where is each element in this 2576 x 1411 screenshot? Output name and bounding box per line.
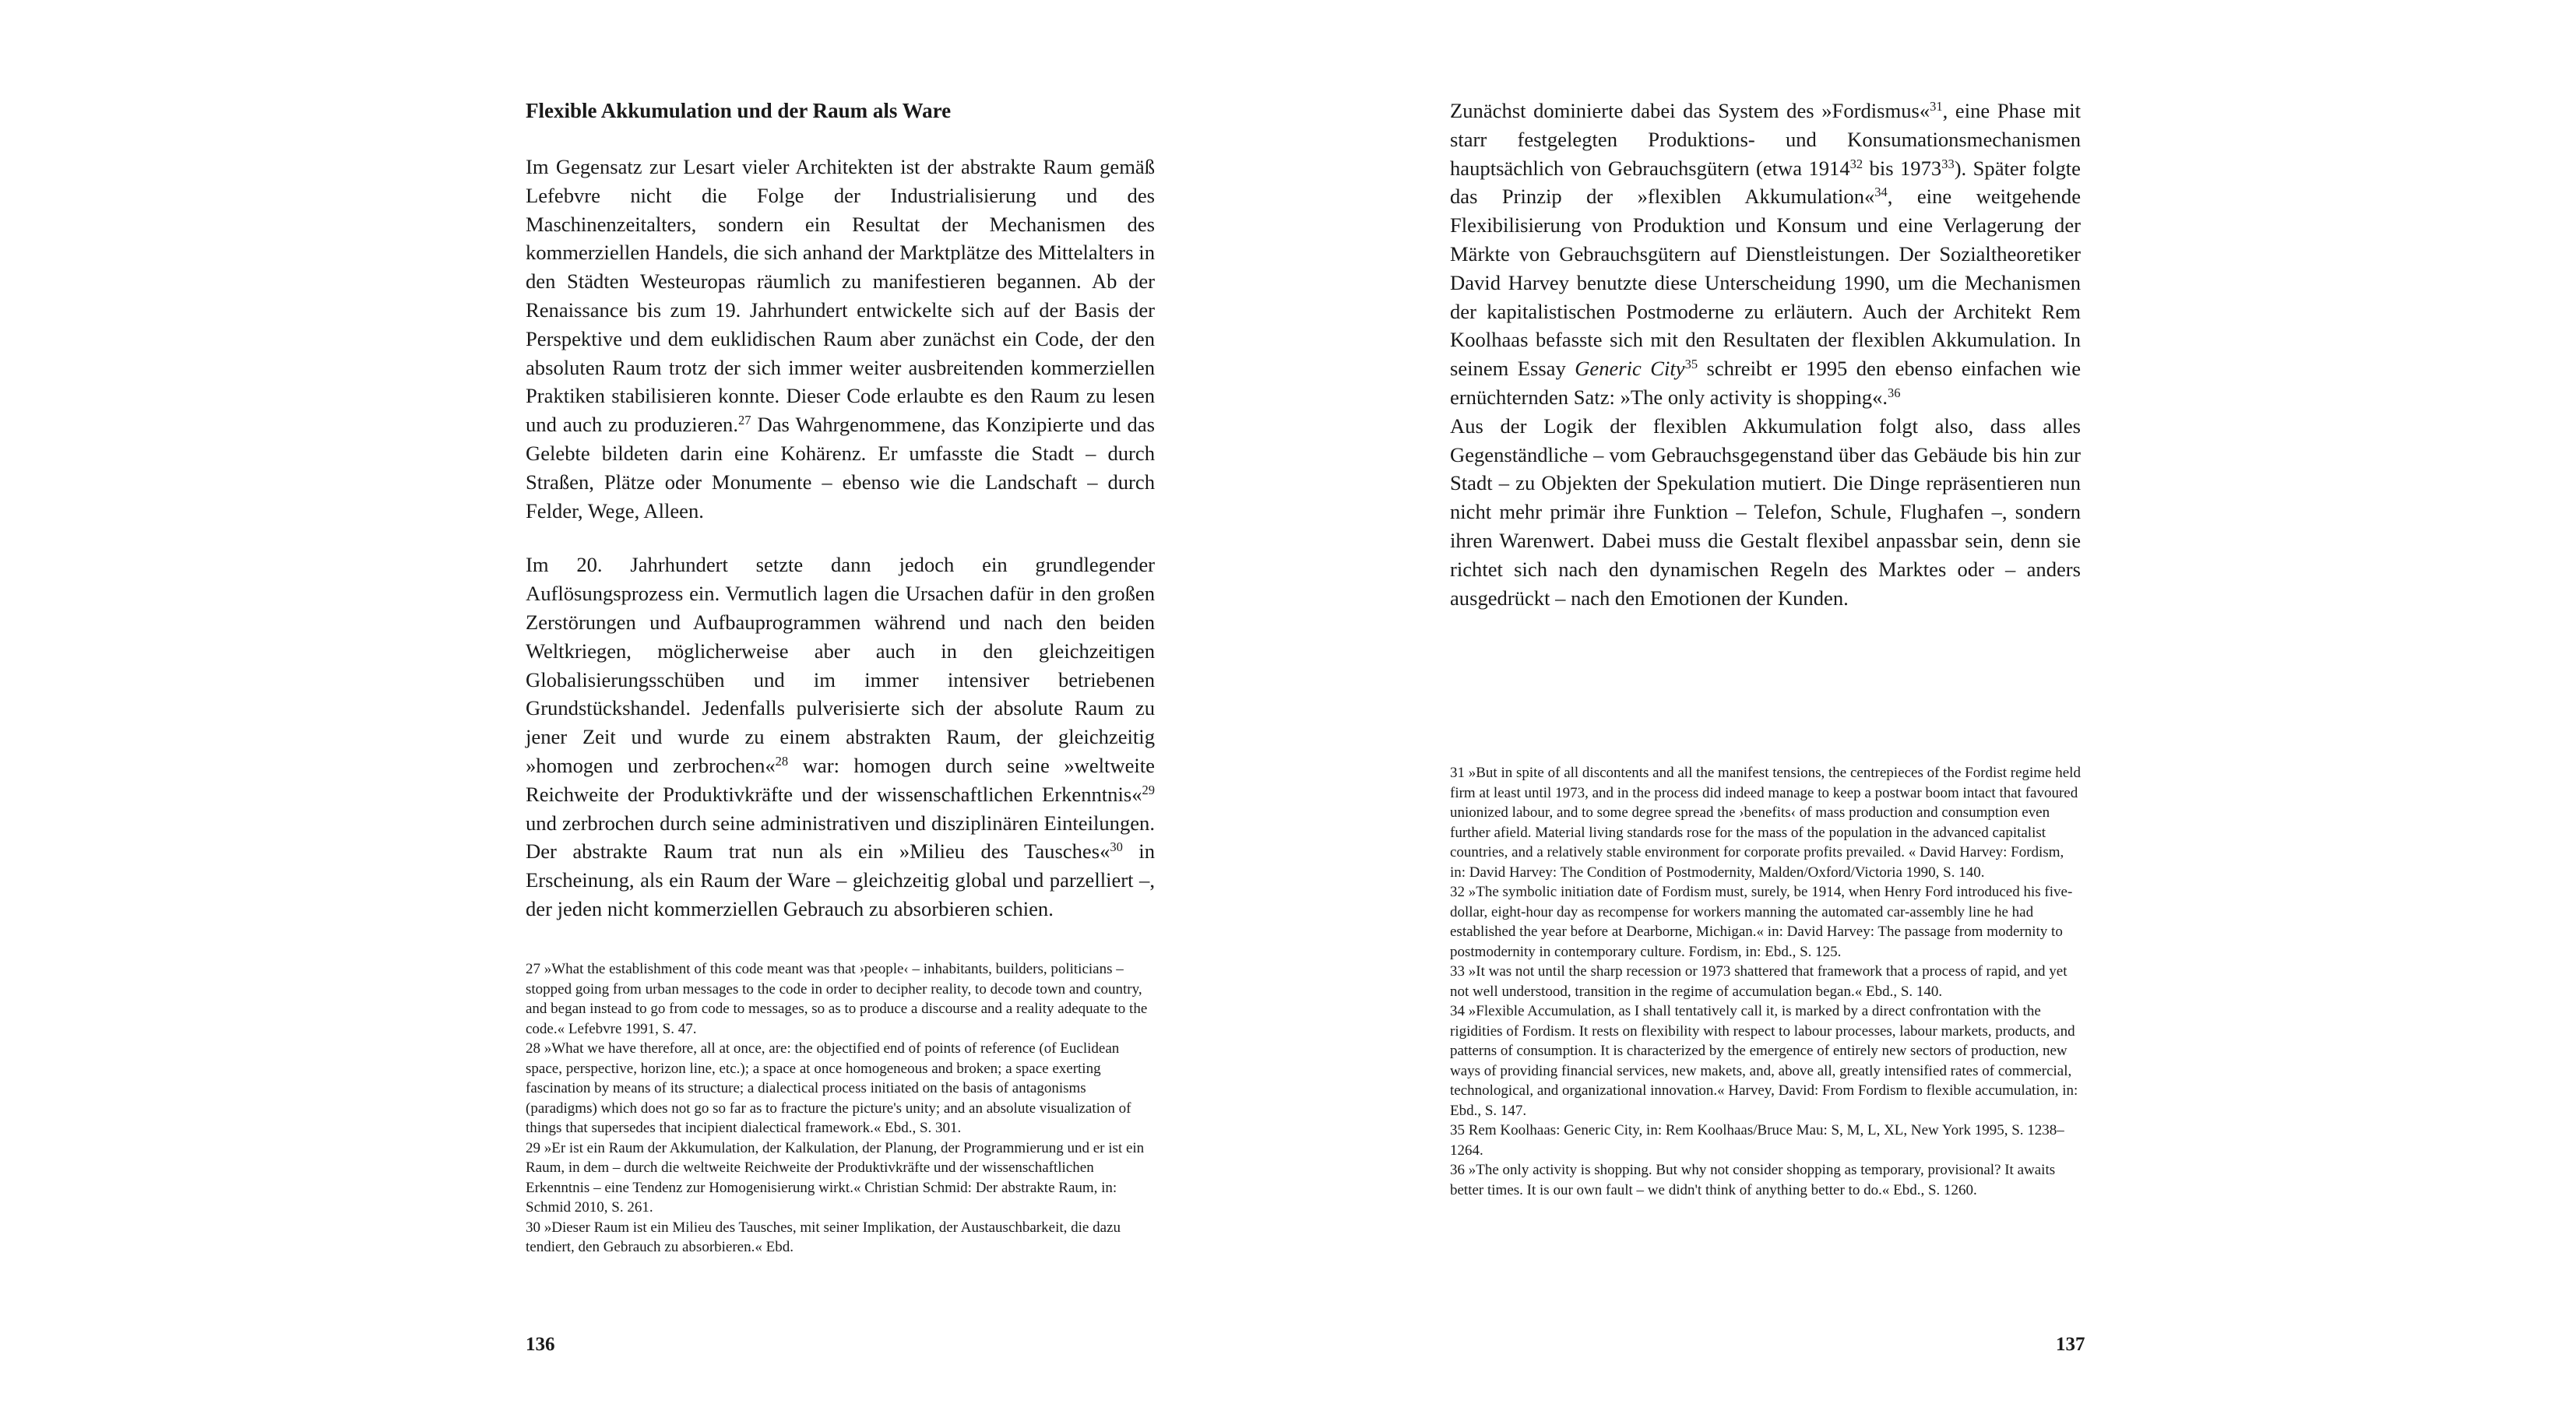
footnote-ref: 35 [1684, 357, 1698, 372]
text-run: Zunächst dominierte dabei das System des »Fordismus« [1450, 99, 1930, 122]
left-footnotes [526, 959, 1155, 1258]
right-footnotes [1450, 763, 2081, 1200]
text-run: ). Später folgte das Prinzip der »flexiblen Akkumulation« [1450, 156, 2081, 209]
footnote-36: 36 »The only activity is shopping. But why not consider shopping as temporary, provisional? It awaits better times. It is our own fault – we didn't think of anything better to do.« Ebd., S. 1260. [1450, 1162, 2056, 1198]
text-run: schreibt er 1995 den ebenso einfachen wie ernüchternden Satz: »The only activity is shopping«. [1450, 357, 2081, 409]
text-run: Das Wahrgenommene, das Konzipierte und das Gelebte bildeten darin eine Kohärenz. Er umfasste die Stadt – durch Straßen, Plätze oder Monumente – ebenso wie die Landschaft – durch Felder, Wege, Alleen. [526, 413, 1156, 523]
footnote-35: 35 Rem Koolhaas: Generic City, in: Rem Koolhaas/Bruce Mau: S, M, L, XL, New York 1995, S. 1238–1264. [1450, 1122, 2064, 1159]
footnote-ref: 30 [1110, 839, 1123, 855]
body-paragraph [526, 153, 1155, 525]
footnote-ref: 27 [737, 413, 751, 428]
footnote-27: 27 »What the establishment of this code meant was that ›people‹ – inhabitants, builders, politicians – stopped going from urban messages to the code in order to decipher reality, to decode town and country, and began instead to go from code to messages, so as to produce a discourse and a reality adequate to the code.« Lefebvre 1991, S. 47. [526, 961, 1148, 1037]
body-paragraph [1450, 97, 2081, 412]
text-run: und zerbrochen durch seine administrativen und disziplinären Einteilungen. Der abstrakte Raum trat nun als ein »Milieu des Tausches« [526, 811, 1155, 864]
footnote-33: 33 »It was not until the sharp recession or 1973 shattered that framework that a process of rapid, and yet not well understood, transition in the regime of accumulation began.« Ebd., S. 140. [1450, 963, 2067, 1000]
text-run: in Erscheinung, als ein Raum der Ware – gleichzeitig global und parzelliert –, der jeden nicht kommerziellen Gebrauch zu absorbieren schien. [526, 839, 1155, 920]
right-body-text [1450, 97, 2081, 612]
footnote-31: 31 »But in spite of all discontents and all the manifest tensions, the centrepieces of the Fordist regime held firm at least until 1973, and in the process did indeed manage to keep a postwar boom intact that favoured unionized labour, and to some degree spread the ›benefits‹ of mass production and consumption even further afield. Material living standards rose for the mass of the population in the advanced capitalist countries, and a relatively stable environment for corporate profits prevailed. « David Harvey: Fordism, in: David Harvey: The Condition of Postmodernity, Malden/Oxford/Victoria 1990, S. 140. [1450, 765, 2081, 881]
footnote-30: 30 »Dieser Raum ist ein Milieu des Tausches, mit seiner Implikation, der Austauschbarkeit, die dazu tendiert, den Gebrauch zu absorbieren.« Ebd. [526, 1219, 1121, 1255]
footnote-ref: 32 [1849, 156, 1863, 171]
footnote-ref: 33 [1941, 156, 1955, 171]
footnote-ref: 28 [775, 753, 789, 769]
text-run: bis 1973 [1863, 156, 1942, 180]
section-heading: Flexible Akkumulation und der Raum als Ware [526, 99, 952, 122]
body-paragraph [1450, 412, 2081, 613]
text-run: Im Gegensatz zur Lesart vieler Architekten ist der abstrakte Raum gemäß Lefebvre nicht die Folge der Industrialisierung und des Maschinenzeitalters, sondern ein Resultat der Mechanismen des kommerziellen Handels, die sich anhand der Marktplätze des Mittelalters in den Städten Westeuropas räumlich zu manifestieren begannen. Ab der Renaissance bis zum 19. Jahrhundert entwickelte sich auf der Basis der Perspektive und dem euklidischen Raum aber zunächst ein Code, der den absoluten Raum trotz der sich immer weiter ausbreitenden kommerziellen Praktiken stabilisieren konnte. Dieser Code erlaubte es den Raum zu lesen und auch zu produzieren. [526, 155, 1155, 437]
text-run: Aus der Logik der flexiblen Akkumulation folgt also, dass alles Gegenständliche – vom Gebrauchsgegenstand über das Gebäude bis hin zur Stadt – zu Objekten der Spekulation mutiert. Die Dinge repräsentieren nun nicht mehr primär ihre Funktion – Telefon, Schule, Flughafen –, sondern ihren Warenwert. Dabei muss die Gestalt flexibel anpassbar sein, denn sie richtet sich nach den dynamischen Regeln des Marktes oder – anders ausgedrückt – nach den Emotionen der Kunden. [1450, 413, 2081, 610]
footnote-32: 32 »The symbolic initiation date of Fordism must, surely, be 1914, when Henry Ford introduced his five-dollar, eight-hour day as recompense for workers manning the automated car-assembly line he had established the year before at Dearborne, Michigan.« in: David Harvey: The passage from modernity to postmodernity in contemporary culture. Fordism, in: Ebd., S. 125. [1450, 884, 2073, 960]
body-paragraph [526, 551, 1155, 923]
footnote-ref: 36 [1888, 385, 1901, 400]
text-run: Im 20. Jahrhundert setzte dann jedoch ein grundlegender Auflösungsprozess ein. Vermutlich lagen die Ursachen dafür in den großen Zerstörungen und Aufbauprogrammen während und nach den beiden Weltkriegen, möglicherweise aber auch in den gleichzeitigen Globalisierungsschüben und im immer intensiver betriebenen Grundstückshandel. Jedenfalls pulverisierte sich der absolute Raum zu jener Zeit und wurde zu einem abstrakten Raum, der gleichzeitig »homogen und zerbrochen« [526, 553, 1155, 777]
footnote-29: 29 »Er ist ein Raum der Akkumulation, der Kalkulation, der Planung, der Programmierung und er ist ein Raum, in dem – durch die weltweite Reichweite der Produktivkräfte und der wissenschaftlichen Erkenntnis – eine Tendenz zur Homogenisierung wirkt.« Christian Schmid: Der abstrakte Raum, in: Schmid 2010, S. 261. [526, 1139, 1145, 1216]
italic-title: Generic City [1575, 357, 1685, 381]
footnote-ref: 29 [1142, 782, 1155, 797]
footnote-ref: 34 [1874, 185, 1888, 200]
left-body-text [526, 153, 1155, 924]
right-page [1288, 0, 2576, 1411]
footnote-ref: 31 [1930, 98, 1943, 114]
text-run: war: homogen durch seine »weltweite Reichweite der Produktivkräfte und der wissenschaftlichen Erkenntnis« [526, 753, 1155, 806]
footnote-34: 34 »Flexible Accumulation, as I shall tentatively call it, is marked by a direct confrontation with the rigidities of Fordism. It rests on flexibility with respect to labour processes, labour markets, products, and patterns of consumption. It is characterized by the emergence of entirely new sectors of production, new ways of providing financial services, new makets, and, above all, greatly intensified rates of commercial, technological, and organizational innovation.« Harvey, David: From Fordism to flexible accumulation, in: Ebd., S. 147. [1450, 1003, 2078, 1119]
page-number: 137 [2056, 1334, 2085, 1355]
page-number: 136 [526, 1334, 555, 1355]
text-run: , eine Phase mit starr festgelegten Produktions- und Konsumationsmechanismen hauptsächlich von Gebrauchsgütern (etwa 1914 [1450, 99, 2081, 180]
text-run: , eine weitgehende Flexibilisierung von Produktion und Konsum und eine Verlagerung der Märkte von Gebrauchsgütern auf Dienstleistungen. Der Sozialtheoretiker David Harvey benutzte diese Unterscheidung 1990, um die Mechanismen der kapitalistischen Postmoderne zu erläutern. Auch der Architekt Rem Koolhaas befasste sich mit den Resultaten der flexiblen Akkumulation. In seinem Essay [1450, 185, 2081, 381]
footnote-28: 28 »What we have therefore, all at once, are: the objectified end of points of reference (of Euclidean space, perspective, horizon line, etc.); a space at once homogeneous and broken; a space exerting fascination by means of its structure; a dialectical process initiated on the basis of antagonisms (paradigms) which does not go so far as to fracture the picture's unity; and an absolute visualization of things that supersedes that incipient dialectical framework.« Ebd., S. 301. [526, 1040, 1131, 1136]
